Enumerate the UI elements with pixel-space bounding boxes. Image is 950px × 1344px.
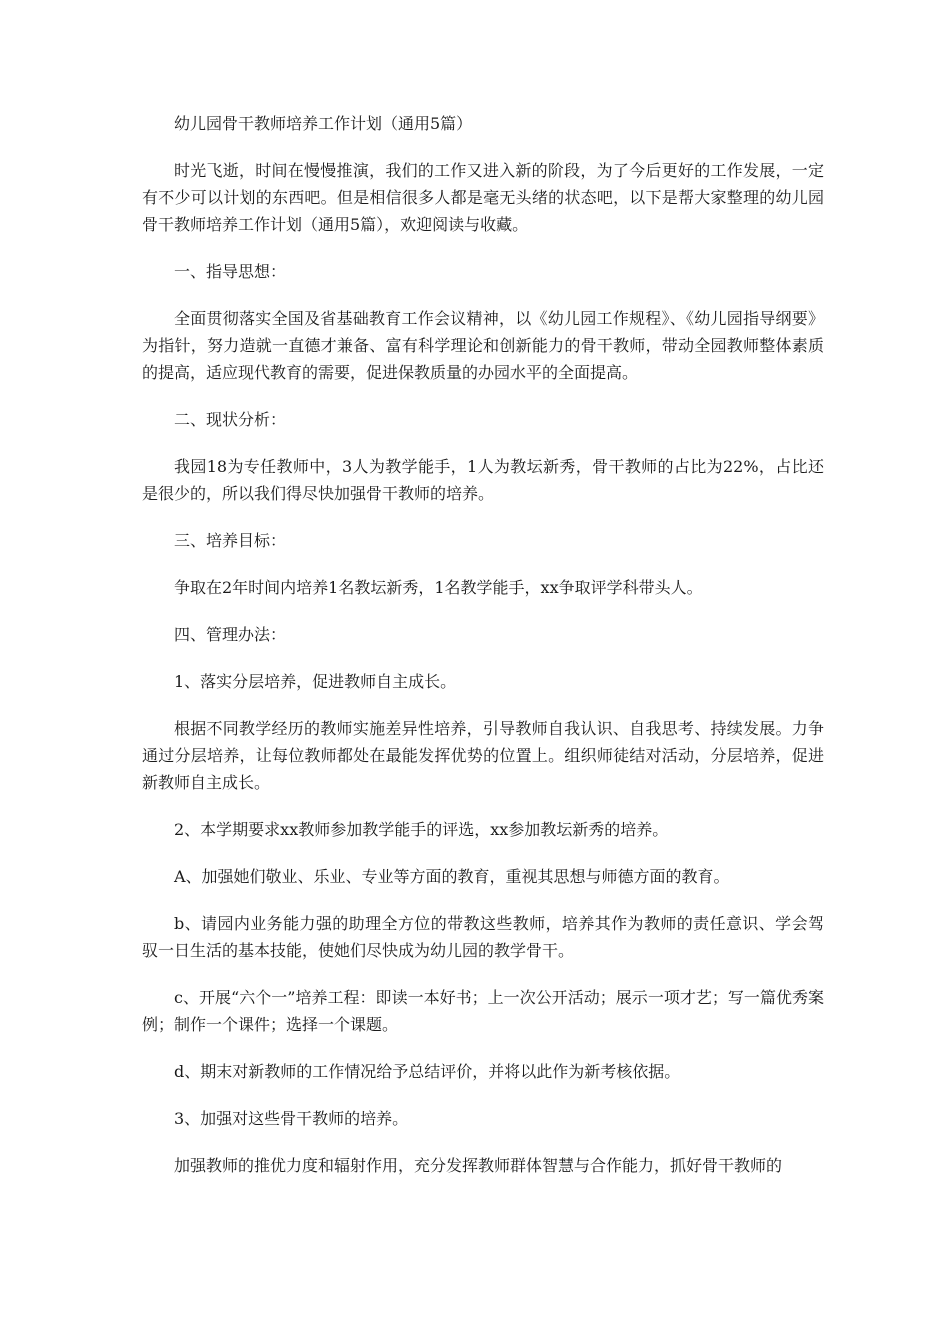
heading-status-analysis: 二、现状分析： bbox=[174, 410, 287, 429]
item-semester-requirement: 2、本学期要求xx教师参加教学能手的评选，xx参加教坛新秀的培养。 bbox=[174, 820, 669, 839]
heading-guiding-ideology: 一、指导思想： bbox=[174, 262, 287, 281]
paragraph-layered-training: 根据不同教学经历的教师实施差异性培养，引导教师自我认识、自我思考、持续发展。力争通过分层培养，让每位教师都处在最能发挥优势的位置上。组织师徒结对活动，分层培养，促进新教师自主成长。 bbox=[142, 719, 824, 792]
item-a-education: A、加强她们敬业、乐业、专业等方面的教育，重视其思想与师德方面的教育。 bbox=[174, 867, 730, 886]
heading-training-goals: 三、培养目标： bbox=[174, 531, 287, 550]
paragraph-training-goals: 争取在2年时间内培养1名教坛新秀，1名教学能手，xx争取评学科带头人。 bbox=[174, 578, 703, 597]
paragraph-strengthen-backbone: 加强教师的推优力度和辐射作用，充分发挥教师群体智慧与合作能力，抓好骨干教师的 bbox=[174, 1156, 783, 1175]
document-page bbox=[142, 110, 824, 1179]
document-title: 幼儿园骨干教师培养工作计划（通用5篇） bbox=[174, 114, 473, 133]
item-strengthen-backbone: 3、加强对这些骨干教师的培养。 bbox=[174, 1109, 409, 1128]
heading-management-methods: 四、管理办法： bbox=[174, 625, 287, 644]
paragraph-status-analysis: 我园18为专任教师中，3人为教学能手，1人为教坛新秀，骨干教师的占比为22%，占比还是很少的，所以我们得尽快加强骨干教师的培养。 bbox=[142, 457, 824, 503]
item-c-six-ones: c、开展“六个一”培养工程：即读一本好书；上一次公开活动；展示一项才艺；写一篇优秀案例；制作一个课件；选择一个课题。 bbox=[142, 988, 824, 1034]
item-layered-training: 1、落实分层培养，促进教师自主成长。 bbox=[174, 672, 457, 691]
item-b-mentoring: b、请园内业务能力强的助理全方位的带教这些教师，培养其作为教师的责任意识、学会驾驭一日生活的基本技能，使她们尽快成为幼儿园的教学骨干。 bbox=[142, 914, 824, 960]
paragraph-guiding-ideology: 全面贯彻落实全国及省基础教育工作会议精神，以《幼儿园工作规程》、《幼儿园指导纲要》为指针，努力造就一直德才兼备、富有科学理论和创新能力的骨干教师，带动全园教师整体素质的提高，适应现代教育的需要，促进保教质量的办园水平的全面提高。 bbox=[142, 309, 824, 382]
paragraph-intro: 时光飞逝，时间在慢慢推演，我们的工作又进入新的阶段，为了今后更好的工作发展，一定有不少可以计划的东西吧。但是相信很多人都是毫无头绪的状态吧，以下是帮大家整理的幼儿园骨干教师培养工作计划（通用5篇），欢迎阅读与收藏。 bbox=[142, 161, 824, 234]
item-d-evaluation: d、期末对新教师的工作情况给予总结评价，并将以此作为新考核依据。 bbox=[174, 1062, 681, 1081]
